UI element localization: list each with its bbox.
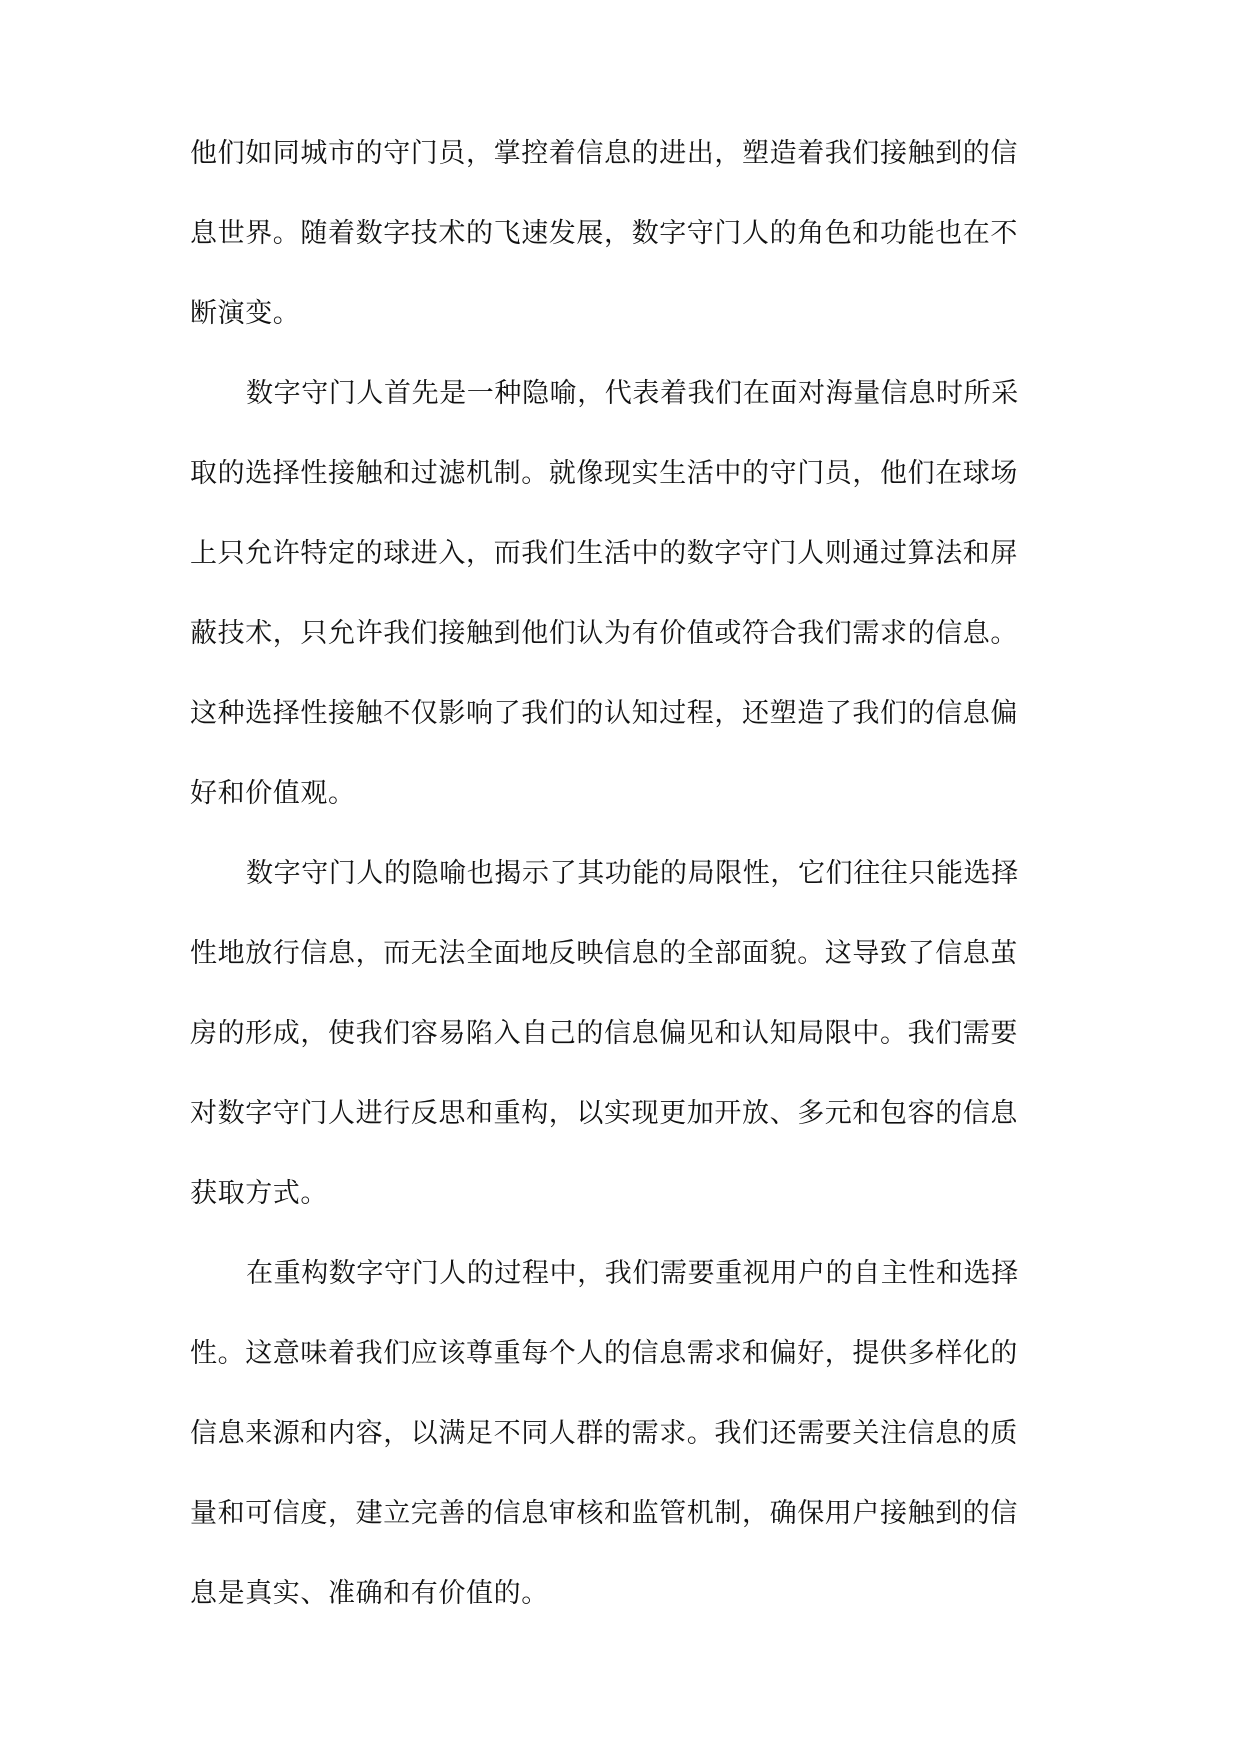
text-line: 他们如同城市的守门员，掌控着信息的进出，塑造着我们接触到的信: [190, 138, 1018, 169]
text-line: 信息来源和内容，以满足不同人群的需求。我们还需要关注信息的质: [190, 1418, 1018, 1449]
text-line: 好和价值观。: [190, 778, 356, 809]
text-line: 获取方式。: [190, 1178, 328, 1209]
text-line: 量和可信度，建立完善的信息审核和监管机制，确保用户接触到的信: [190, 1498, 1018, 1529]
paragraph-first-line: 在重构数字守门人的过程中，我们需要重视用户的自主性和选择: [246, 1258, 1019, 1289]
text-line: 对数字守门人进行反思和重构，以实现更加开放、多元和包容的信息: [190, 1098, 1018, 1129]
paragraph-first-line: 数字守门人首先是一种隐喻，代表着我们在面对海量信息时所采: [246, 378, 1019, 409]
text-line: 这种选择性接触不仅影响了我们的认知过程，还塑造了我们的信息偏: [190, 698, 1018, 729]
text-line: 断演变。: [190, 298, 301, 329]
text-line: 息是真实、准确和有价值的。: [190, 1578, 549, 1609]
text-line: 性。这意味着我们应该尊重每个人的信息需求和偏好，提供多样化的: [190, 1338, 1018, 1369]
text-line: 取的选择性接触和过滤机制。就像现实生活中的守门员，他们在球场: [190, 458, 1018, 489]
text-line: 上只允许特定的球进入，而我们生活中的数字守门人则通过算法和屏: [190, 538, 1018, 569]
text-line: 性地放行信息，而无法全面地反映信息的全部面貌。这导致了信息茧: [190, 938, 1018, 969]
paragraph-first-line: 数字守门人的隐喻也揭示了其功能的局限性，它们往往只能选择: [246, 858, 1019, 889]
text-line: 房的形成，使我们容易陷入自己的信息偏见和认知局限中。我们需要: [190, 1018, 1018, 1049]
text-line: 蔽技术，只允许我们接触到他们认为有价值或符合我们需求的信息。: [190, 618, 1018, 649]
text-line: 息世界。随着数字技术的飞速发展，数字守门人的角色和功能也在不: [190, 218, 1018, 249]
